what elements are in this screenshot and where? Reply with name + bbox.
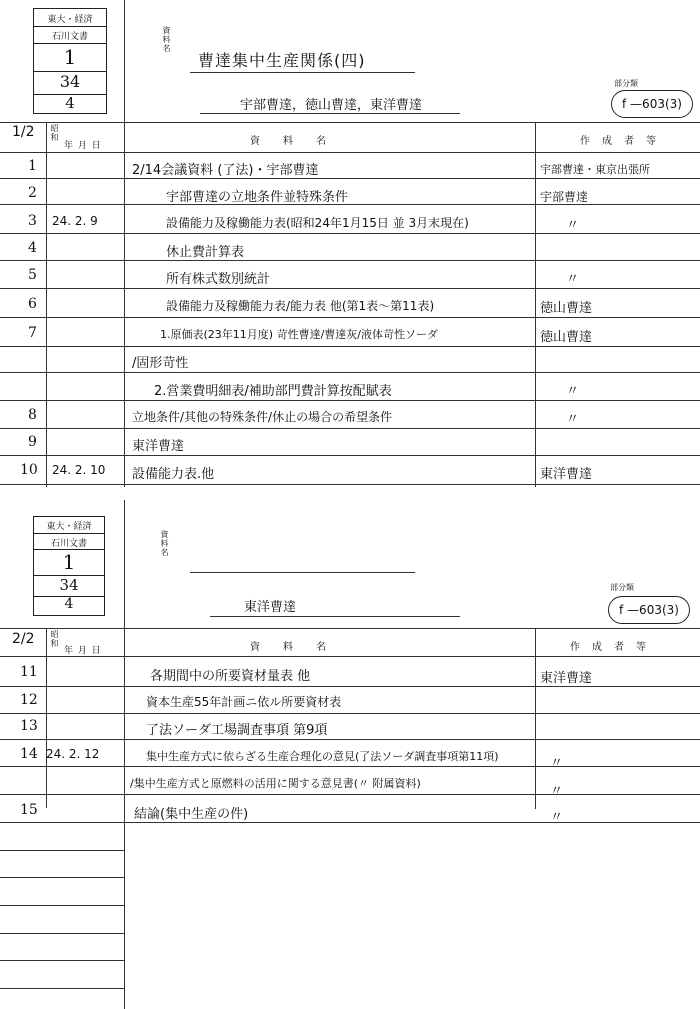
shiryo-mei-label: 資料名 [162, 26, 171, 53]
stamp-folder: 34 [59, 72, 81, 91]
stamp-vol: 1 [62, 550, 76, 574]
header-name: 資 料 名 [250, 136, 327, 147]
header-name: 資 料 名 [250, 642, 327, 653]
companies: 東洋曹達 [244, 600, 297, 615]
row-name: 設備能力及稼働能力表(昭和24年1月15日 並 3月末現在) [166, 216, 469, 230]
row-no: 5 [28, 267, 37, 283]
bunrui-code: f —603(3) [611, 90, 693, 118]
header-date: 年 月 日 [64, 141, 102, 151]
row-author: 〃 [550, 784, 564, 799]
archive-stamp [33, 516, 105, 616]
row-no: 15 [20, 802, 38, 818]
row-name: /固形苛性 [132, 356, 189, 371]
row-name: 結論(集中生産の件) [134, 807, 249, 822]
header-author: 作 成 者 等 [580, 136, 657, 147]
shiryo-mei-label: 資料名 [160, 530, 169, 557]
header-showa: 昭和 [50, 124, 59, 142]
row-name: 設備能力及稼働能力表/能力表 他(第1表〜第11表) [166, 299, 435, 313]
row-name: 集中生産方式に依らざる生産合理化の意見(了法ソーダ調査事項第11項) [146, 750, 499, 763]
row-name: 立地条件/其他の特殊条件/休止の場合の希望条件 [132, 410, 393, 424]
row-author: 宇部曹達 [540, 190, 589, 204]
row-no: 13 [20, 718, 38, 734]
row-name: 所有株式数別統計 [166, 272, 271, 287]
row-author: 〃 [566, 384, 580, 399]
row-no: 7 [28, 325, 37, 341]
bunrui-code: f —603(3) [608, 596, 690, 624]
page-number: 1/2 [12, 124, 35, 140]
row-no: 4 [28, 240, 37, 256]
row-author: 宇部曹達・東京出張所 [540, 163, 650, 176]
bunrui-label: 部分類 [610, 583, 634, 592]
header-date: 年 月 日 [64, 646, 102, 656]
row-no: 3 [28, 213, 37, 229]
stamp-item: 4 [65, 94, 75, 112]
row-no: 9 [28, 434, 37, 450]
companies: 宇部曹達，徳山曹達，東洋曹達 [240, 98, 423, 113]
stamp-line1: 東大・経済 [47, 15, 93, 25]
header-author: 作 成 者 等 [570, 642, 647, 653]
row-date: 24. 2. 9 [52, 214, 98, 228]
row-author: 東洋曹達 [540, 671, 593, 686]
row-no: 6 [28, 296, 37, 312]
row-no: 11 [20, 664, 38, 680]
row-no: 12 [20, 692, 38, 708]
stamp-line1: 東大・経済 [46, 522, 92, 532]
archive-stamp [33, 8, 107, 114]
row-author: 徳山曹達 [540, 301, 593, 316]
row-author: 〃 [566, 412, 580, 427]
stamp-folder: 34 [59, 576, 79, 594]
row-name: 休止費計算表 [166, 245, 245, 260]
page-number: 2/2 [12, 631, 35, 647]
row-no: 1 [28, 158, 37, 174]
bunrui-label: 部分類 [614, 79, 638, 88]
row-name: 2/14会議資料 (了法)・宇部曹達 [132, 163, 319, 178]
row-name: 各期間中の所要資材量表 他 [150, 669, 311, 684]
row-author: 徳山曹達 [540, 330, 593, 345]
row-name: 資本生産55年計画ニ依ル所要資材表 [146, 695, 342, 709]
row-name: 宇部曹達の立地条件並特殊条件 [166, 190, 349, 205]
stamp-item: 4 [64, 596, 74, 612]
row-author: 〃 [566, 218, 580, 233]
row-author: 〃 [566, 272, 580, 287]
document-title: 曹達集中生産関係(四) [198, 51, 366, 70]
row-author: 東洋曹達 [540, 467, 593, 482]
row-no: 14 [20, 746, 38, 762]
row-author: 〃 [550, 810, 564, 825]
row-no: 10 [20, 462, 38, 478]
row-date: 24. 2. 10 [52, 463, 106, 477]
stamp-vol: 1 [63, 45, 77, 69]
row-name: 1.原価表(23年11月度) 苛性曹達/曹達灰/液体苛性ソーダ [160, 328, 438, 341]
row-author: 〃 [550, 756, 564, 771]
row-name: 2.営業費明細表/補助部門費計算按配賦表 [154, 384, 392, 399]
row-name: 東洋曹達 [132, 439, 185, 454]
stamp-line2: 石川文書 [51, 32, 88, 42]
row-name: /集中生産方式と原燃料の活用に関する意見書(〃 附属資料) [130, 777, 421, 790]
row-date: 24. 2. 12 [46, 747, 100, 761]
stamp-line2: 石川文書 [50, 539, 87, 549]
header-showa: 昭和 [50, 630, 59, 648]
row-name: 設備能力表.他 [132, 467, 215, 482]
row-no: 2 [28, 185, 37, 201]
row-no: 8 [28, 407, 37, 423]
row-name: 了法ソーダ工場調査事項 第9項 [146, 723, 328, 738]
